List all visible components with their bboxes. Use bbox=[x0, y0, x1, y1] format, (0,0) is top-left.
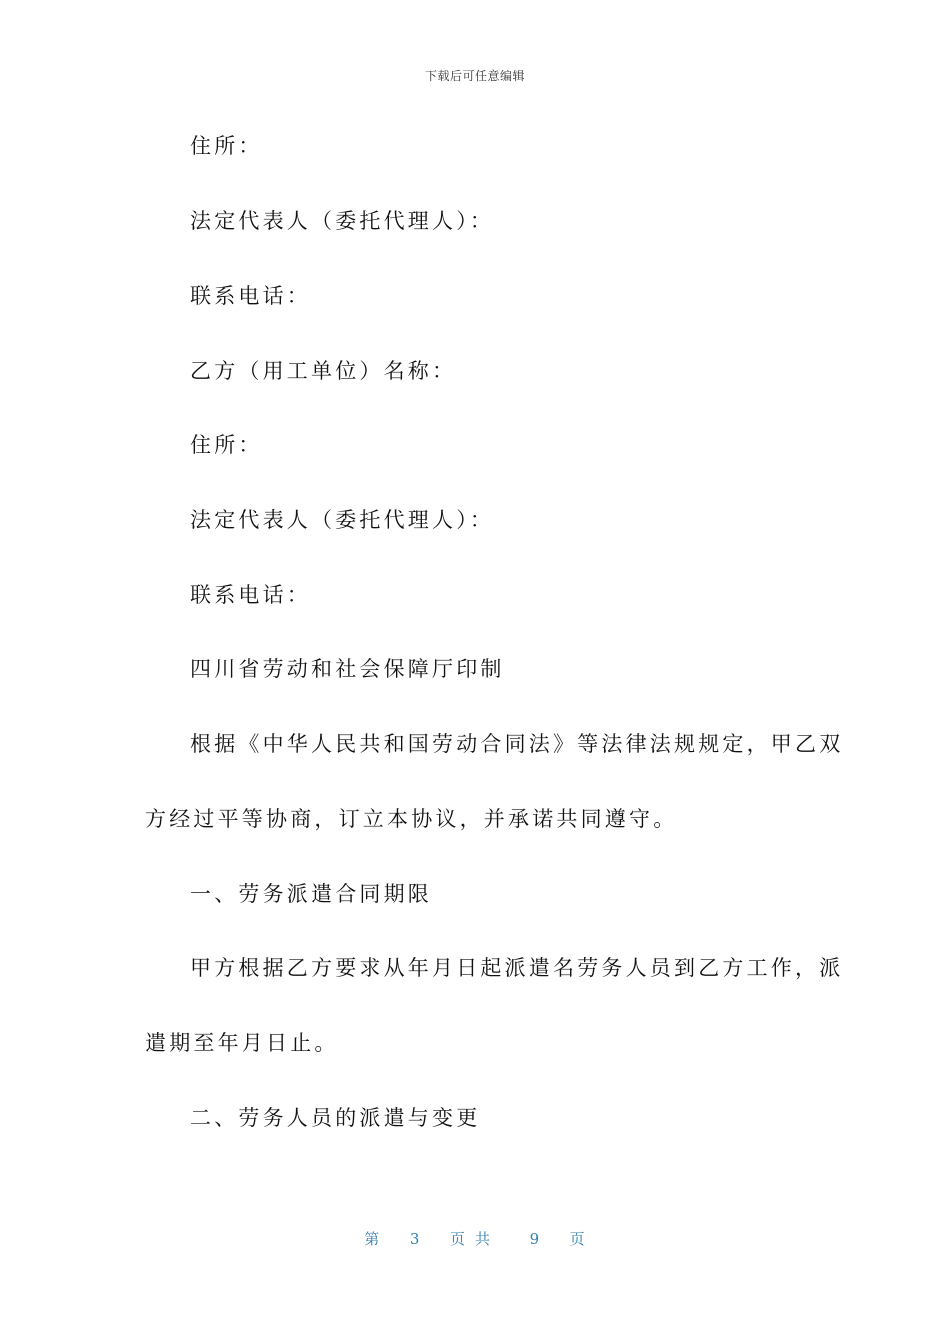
line-party-b-name: 乙方（用工单位）名称： bbox=[190, 359, 457, 383]
footer-total-pages: 9 bbox=[529, 1230, 541, 1248]
footer-current-page: 3 bbox=[409, 1230, 421, 1248]
line-term-2: 遣期至年月日止。 bbox=[145, 1031, 339, 1055]
line-phone-2: 联系电话： bbox=[190, 583, 311, 607]
line-residence-1: 住所： bbox=[190, 134, 263, 158]
line-phone-1: 联系电话： bbox=[190, 284, 311, 308]
line-residence-2: 住所： bbox=[190, 433, 263, 457]
footer-suffix: 页 bbox=[569, 1230, 586, 1248]
line-basis-1: 根据《中华人民共和国劳动合同法》等法律法规规定，甲乙双 bbox=[190, 732, 844, 756]
footer-prefix: 第 bbox=[364, 1230, 381, 1248]
line-issuer: 四川省劳动和社会保障厅印制 bbox=[190, 657, 505, 681]
line-legal-rep-2: 法定代表人（委托代理人）： bbox=[190, 508, 495, 532]
line-basis-2: 方经过平等协商，订立本协议，并承诺共同遵守。 bbox=[145, 807, 678, 831]
footer-mid: 页共 bbox=[449, 1230, 500, 1248]
page-footer bbox=[0, 1228, 950, 1249]
section-heading-1: 一、劳务派遣合同期限 bbox=[190, 882, 432, 906]
line-legal-rep-1: 法定代表人（委托代理人）： bbox=[190, 209, 495, 233]
line-term-1: 甲方根据乙方要求从年月日起派遣名劳务人员到乙方工作，派 bbox=[190, 956, 844, 980]
section-heading-2: 二、劳务人员的派遣与变更 bbox=[190, 1106, 481, 1130]
page-header: 下载后可任意编辑 bbox=[424, 69, 525, 83]
